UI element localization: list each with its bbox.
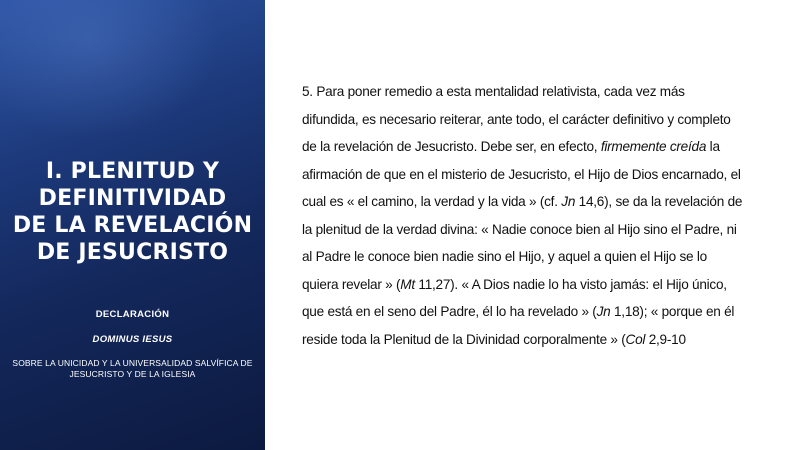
declaration-name: DOMINUS IESUS [92,334,173,345]
paragraph-line [302,243,772,271]
text-run: afirmación de que en el misterio de Jesucristo, el Hijo de Dios encarnado, el [302,166,741,182]
text-run: 14,6), se da la revelación de [575,194,743,209]
italic-text: Col [625,331,646,347]
declaration-subtitle [0,358,265,380]
text-run: 11,27). « A Dios nadie lo ha visto jamás: el Hijo único, [414,276,727,292]
text-run: la plenitud de la verdad divina: « Nadie conoce bien al Hijo sino el Padre, ni [302,221,737,237]
section-title-line: I. PLENITUD Y [45,159,220,184]
text-run: la [706,139,720,154]
text-run: reside toda la Plenitud de la Divinidad corporalmente » ( [302,331,626,347]
section-title-line: DE JESUCRISTO [36,240,229,265]
body-paragraph [302,78,772,353]
paragraph-line [302,298,772,326]
text-run: al Padre le conoce bien nadie sino el Hijo, y aquel a quien el Hijo se lo [302,249,707,264]
text-run: cual es « el camino, la verdad y la vida » (cf. [302,194,562,209]
section-title [0,158,265,266]
section-title-line: DEFINITIVIDAD [38,186,227,211]
italic-text: firmemente creída [600,139,707,154]
declaration-subtitle-line: JESUCRISTO Y DE LA IGLESIA [69,369,196,379]
paragraph-line [302,326,772,354]
text-run: quiera revelar » ( [302,276,401,292]
section-title-line: DE LA REVELACIÓN [12,213,253,238]
italic-text: Jn [561,194,576,209]
paragraph-line [302,78,772,106]
text-run: 5. Para poner remedio a esta mentalidad relativista, cada vez más [302,84,685,99]
text-run: 2,9-10 [645,331,686,347]
paragraph-line [302,106,772,134]
italic-text: Jn [596,304,611,319]
text-run: que está en el seno del Padre, él lo ha revelado » ( [302,304,597,319]
text-run: difundida, es necesario reiterar, ante todo, el carácter definitivo y completo [302,111,731,127]
paragraph-line [302,161,772,189]
text-run: 1,18); « porque en él [610,304,735,319]
text-run: de la revelación de Jesucristo. Debe ser, en efecto, [302,139,601,154]
paragraph-line [302,188,772,216]
title-panel [0,0,265,450]
paragraph-line [302,133,772,161]
declaration-subtitle-line: SOBRE LA UNICIDAD Y LA UNIVERSALIDAD SALVÍFICA DE [12,358,253,368]
paragraph-line [302,271,772,299]
declaration-label: DECLARACIÓN [95,309,170,320]
italic-text: Mt [400,276,415,292]
paragraph-line [302,216,772,244]
